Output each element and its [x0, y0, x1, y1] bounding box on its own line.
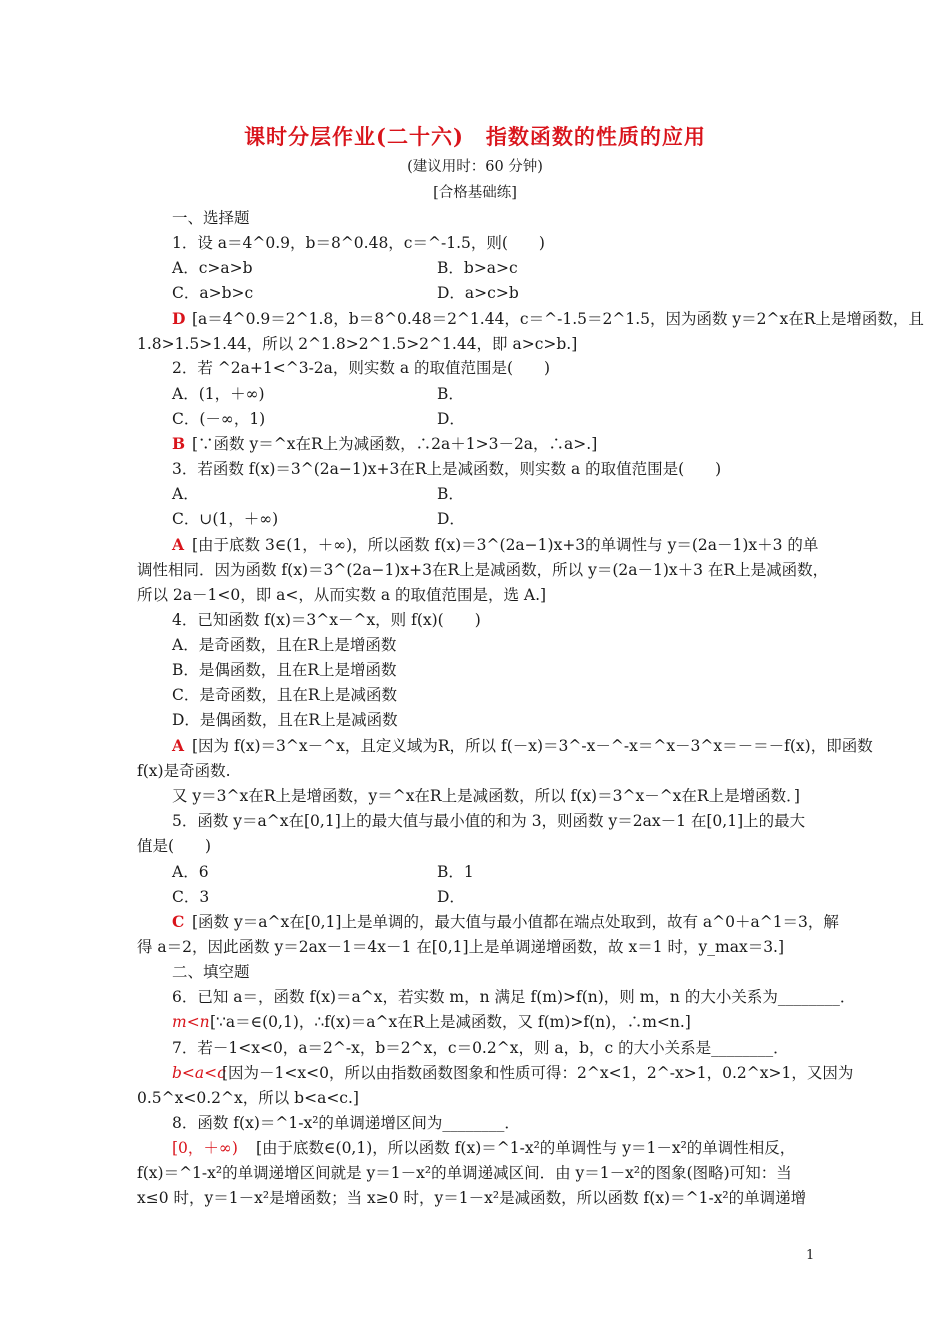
q2-option-c: C．(－∞，1)	[172, 410, 266, 428]
q1-option-a: A．c>a>b	[172, 259, 253, 277]
q5-solution-line2: 得 a＝2，因此函数 y＝2ax－1＝4x－1 在[0,1]上是单调递增函数，故 x＝1 时，y_max＝3.]	[137, 938, 785, 956]
q7-solution-line1: [因为－1<x<0，所以由指数函数图象和性质可得：2^x<1，2^-x>1，0.2^x>1，又因为	[222, 1064, 854, 1082]
q5-option-d: D．	[437, 888, 465, 906]
q3-option-a: A．	[172, 485, 199, 503]
q1-answer: D	[172, 309, 186, 328]
q4-solution-line3: 又 y＝3^x在R上是增函数，y＝^x在R上是减函数，所以 f(x)＝3^x－^x在R上是增函数．]	[172, 787, 800, 805]
q5-solution-line1: [函数 y＝a^x在[0,1]上是单调的，最大值与最小值都在端点处取到，故有 a^0＋a^1＝3，解	[192, 913, 839, 931]
q3-solution-line1: [由于底数 3∈(1，＋∞)，所以函数 f(x)＝3^(2a−1)x+3的单调性与 y＝(2a－1)x＋3 的单	[192, 536, 819, 554]
section-heading-choice: 一、选择题	[172, 209, 250, 227]
question-6-stem: 6．已知 a＝，函数 f(x)＝a^x，若实数 m，n 满足 f(m)>f(n)，则 m，n 的大小关系为________．	[172, 988, 856, 1006]
q4-answer: A	[172, 736, 185, 755]
q4-option-d: D．是偶函数，且在R上是减函数	[172, 711, 398, 729]
q2-option-a: A．(1，＋∞)	[172, 385, 265, 403]
question-5-stem-line1: 5．函数 y＝a^x在[0,1]上的最大值与最小值的和为 3，则函数 y＝2ax－1 在[0,1]上的最大	[172, 812, 806, 830]
q5-answer: C	[172, 912, 185, 931]
question-4-stem: 4．已知函数 f(x)＝3^x－^x，则 f(x)( )	[172, 611, 481, 629]
q1-option-b: B．b>a>c	[437, 259, 518, 277]
section-heading-fill: 二、填空题	[172, 963, 250, 981]
q8-solution-line2: f(x)＝^1-x²的单调递增区间就是 y＝1－x²的单调递减区间．由 y＝1－x²的图象(图略)可知：当	[137, 1164, 792, 1182]
q1-solution-line1: [a＝4^0.9＝2^1.8，b＝8^0.48＝2^1.44，c＝^-1.5＝2^1.5，因为函数 y＝2^x在R上是增函数，且	[192, 310, 924, 328]
q1-solution-line2: 1.8>1.5>1.44，所以 2^1.8>2^1.5>2^1.44，即 a>c>b.]	[137, 335, 578, 353]
q1-option-c: C．a>b>c	[172, 284, 254, 302]
question-8-stem: 8．函数 f(x)＝^1-x²的单调递增区间为________．	[172, 1114, 520, 1132]
time-note: (建议用时：60 分钟)	[407, 159, 543, 175]
q8-solution-line3: x≤0 时，y＝1－x²是增函数；当 x≥0 时，y＝1－x²是减函数，所以函数 f(x)＝^1-x²的单调递增	[137, 1189, 807, 1207]
q3-solution-line2: 调性相同．因为函数 f(x)＝3^(2a−1)x+3在R上是减函数，所以 y＝(2a－1)x＋3 在R上是减函数，	[137, 561, 829, 579]
q7-solution-line2: 0.5^x<0.2^x，所以 b<a<c.]	[137, 1089, 359, 1107]
question-1-stem: 1．设 a＝4^0.9，b＝8^0.48，c＝^-1.5，则( )	[172, 234, 545, 252]
q4-option-b: B．是偶函数，且在R上是增函数	[172, 661, 397, 679]
q7-answer: b<a<c	[172, 1064, 226, 1082]
q5-option-b: B．1	[437, 863, 474, 881]
q2-answer: B	[172, 434, 186, 453]
q4-solution-line1: [因为 f(x)＝3^x－^x，且定义域为R，所以 f(－x)＝3^-x－^-x＝^x－3^x＝－＝－f(x)，即函数	[192, 737, 873, 755]
page-title: 课时分层作业(二十六) 指数函数的性质的应用	[244, 124, 706, 149]
q4-solution-line2: f(x)是奇函数.	[137, 762, 231, 780]
q3-solution-line3: 所以 2a－1<0，即 a<，从而实数 a 的取值范围是，选 A.]	[137, 586, 547, 604]
q2-solution: [∵函数 y＝^x在R上为减函数，∴2a＋1>3－2a，∴a>.]	[192, 435, 598, 453]
section-label: [合格基础练]	[433, 185, 517, 201]
question-7-stem: 7．若－1<x<0，a＝2^-x，b＝2^x，c＝0.2^x，则 a，b，c 的大小关系是________．	[172, 1039, 789, 1057]
q6-solution: [∵a＝∈(0,1)，∴f(x)＝a^x在R上是减函数，又 f(m)>f(n)，∴m<n.]	[210, 1013, 691, 1031]
question-5-stem-line2: 值是( )	[137, 837, 212, 855]
q5-option-a: A．6	[172, 863, 209, 881]
page-number: 1	[806, 1248, 815, 1263]
q6-answer: m<n	[172, 1013, 210, 1031]
q3-option-c: C．∪(1，＋∞)	[172, 510, 279, 528]
q5-option-c: C．3	[172, 888, 210, 906]
q3-option-d: D．	[437, 510, 465, 528]
q4-option-a: A．是奇函数，且在R上是增函数	[172, 636, 397, 654]
q2-option-d: D．	[437, 410, 465, 428]
question-3-stem: 3．若函数 f(x)＝3^(2a−1)x+3在R上是减函数，则实数 a 的取值范围是( )	[172, 460, 722, 478]
q3-option-b: B．	[437, 485, 464, 503]
q8-solution-line1: [由于底数∈(0,1)，所以函数 f(x)＝^1-x²的单调性与 y＝1－x²的单调性相反，	[256, 1139, 796, 1157]
q4-option-c: C．是奇函数，且在R上是减函数	[172, 686, 398, 704]
question-2-stem: 2．若 ^2a+1<^3-2a，则实数 a 的取值范围是( )	[172, 359, 551, 377]
q2-option-b: B．	[437, 385, 464, 403]
q3-answer: A	[172, 535, 185, 554]
q8-answer: [0，＋∞)	[172, 1139, 238, 1157]
q1-option-d: D．a>c>b	[437, 284, 519, 302]
